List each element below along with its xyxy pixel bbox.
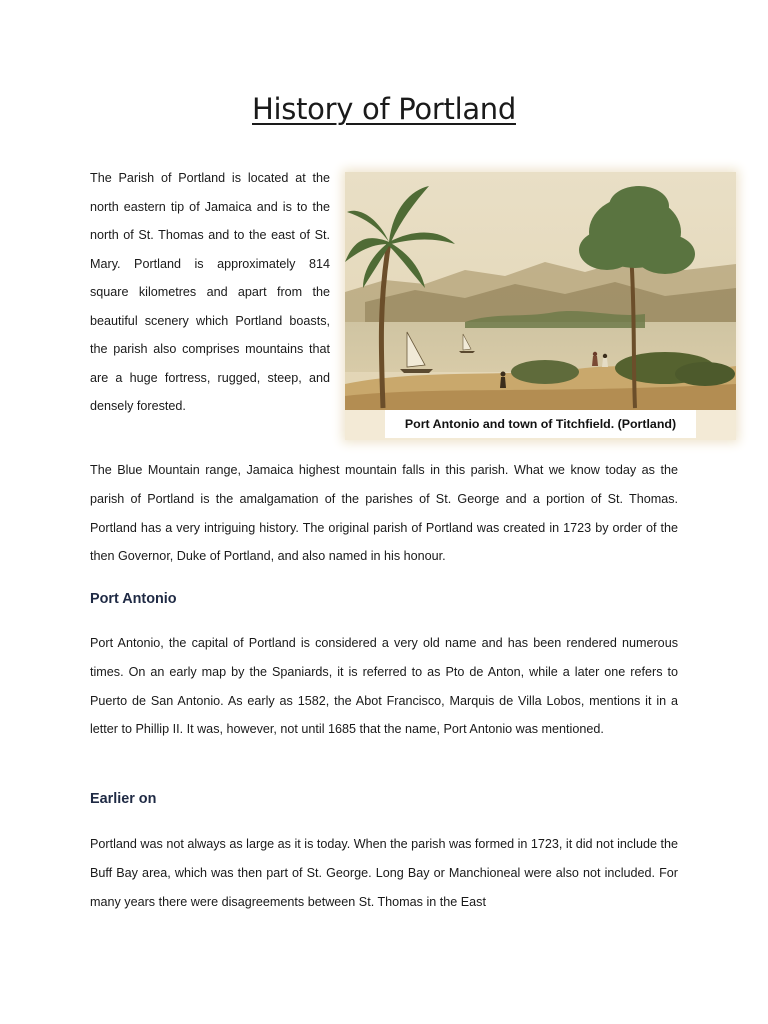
paragraph-earlier-on: Portland was not always as large as it is today. When the parish was formed in 1723, it did not include the Buff Bay area, which was then part of St. George. Long Bay or Manchioneal were also not included. For many years there were disagreements between St. Thomas in the East xyxy=(90,837,678,909)
page-title-text: History of Portland xyxy=(252,92,516,126)
heading-port-antonio: Port Antonio xyxy=(90,591,177,607)
page-title xyxy=(0,92,768,126)
paragraph-blue-mountain: The Blue Mountain range, Jamaica highest mountain falls in this parish. What we know today as the parish of Portland is the amalgamation of the parishes of St. George and a portion of St. Thomas. Portland has a very intriguing history. The original parish of Portland was created in 1723 by order of the then Governor, Duke of Portland, and also named in his honour. xyxy=(90,463,678,564)
heading-earlier-on: Earlier on xyxy=(90,791,157,807)
figure-port-antonio xyxy=(345,172,736,440)
figure-caption: Port Antonio and town of Titchfield. (Portland) xyxy=(385,410,696,438)
port-antonio-illustration xyxy=(345,172,736,410)
intro-paragraph: The Parish of Portland is located at the north eastern tip of Jamaica and is to the north of St. Thomas and to the east of St. Mary. Portland is approximately 814 square kilometres and apart from the beautiful scenery which Portland boasts, the parish also comprises mountains that are a huge fortress, rugged, steep, and densely forested. xyxy=(90,171,330,413)
paragraph-port-antonio: Port Antonio, the capital of Portland is considered a very old name and has been rendered numerous times. On an early map by the Spaniards, it is referred to as Pto de Anton, while a later one refers to Puerto de San Antonio. As early as 1582, the Abot Francisco, Marquis de Villa Lobos, mentions it in a letter to Phillip II. It was, however, not until 1685 that the name, Port Antonio was mentioned. xyxy=(90,636,678,737)
